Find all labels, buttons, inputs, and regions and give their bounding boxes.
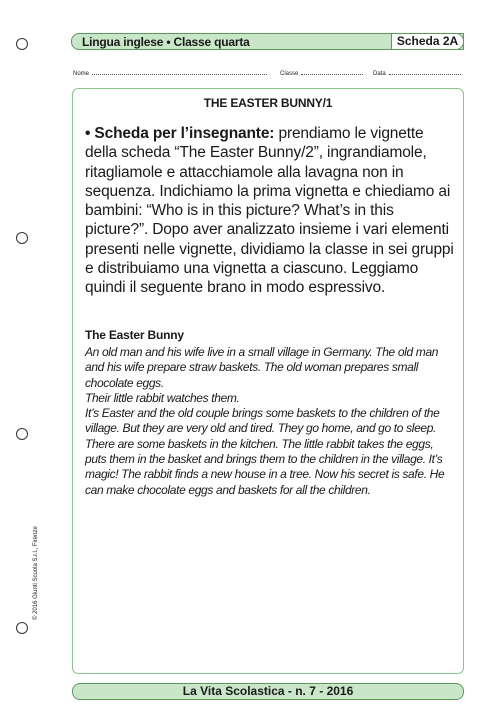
class-field[interactable] — [280, 68, 363, 77]
name-label: Nome — [73, 71, 90, 77]
binder-hole-bottom — [16, 622, 28, 634]
story-paragraph: An old man and his wife live in a small village in Germany. The old man and his wife prepare straw baskets. The old woman prepares small chocolate eggs. — [85, 345, 439, 390]
story-paragraph: There are some baskets in the kitchen. The little rabbit takes the eggs, puts them in the basket and brings them to the children in the village. It’s magic! The rabbit finds a new house in a tree. Now his secret is safe. He can make chocolate eggs and baskets for all the children. — [85, 436, 445, 497]
page-title: THE EASTER BUNNY/1 — [203, 96, 333, 110]
teacher-note-text: prendiamo le vignette della scheda “The Easter Bunny/2”, ingrandiamole, ritagliamole e attacchiamole alla lavagna non in sequenza. Indichiamo la prima vignetta e chiediamo ai bambini: “Who is in this picture? What’s in this picture?”. Dopo aver analizzato insieme i vari elementi presenti nelle vignette, dividiamo la classe in sei gruppi e distribuiamo una vignetta a ciascuno. Leggiamo quindi il seguente brano in modo espressivo. — [85, 125, 454, 297]
teacher-note-lead: • Scheda per l’insegnante: — [85, 125, 275, 142]
date-label: Data — [373, 71, 386, 77]
binder-hole-top — [16, 38, 28, 50]
story-paragraph: Their little rabbit watches them. — [85, 390, 240, 405]
footer-bar: La Vita Scolastica - n. 7 - 2016 — [72, 683, 464, 700]
story-title: The Easter Bunny — [85, 328, 184, 342]
binder-hole-upper — [16, 232, 28, 244]
story-paragraph: It’s Easter and the old couple brings some baskets to the children of the village. But they are very old and tired. They go home, and go to sleep. — [85, 406, 440, 436]
copyright-notice: © 2016 Giunti Scuola S.r.l., Firenze — [33, 526, 39, 620]
student-fields — [73, 68, 463, 78]
story-text — [85, 345, 457, 498]
class-line[interactable] — [301, 68, 363, 75]
sheet-label: Scheda 2A — [391, 33, 464, 50]
date-line[interactable] — [389, 68, 461, 75]
header-bar — [71, 33, 464, 50]
binder-hole-lower — [16, 428, 28, 440]
subject-label: Lingua inglese • Classe quarta — [82, 35, 250, 49]
name-line[interactable] — [92, 68, 267, 75]
teacher-note — [85, 124, 457, 298]
date-field[interactable] — [373, 68, 461, 77]
name-field[interactable] — [73, 68, 267, 77]
class-label: Classe — [280, 71, 299, 77]
